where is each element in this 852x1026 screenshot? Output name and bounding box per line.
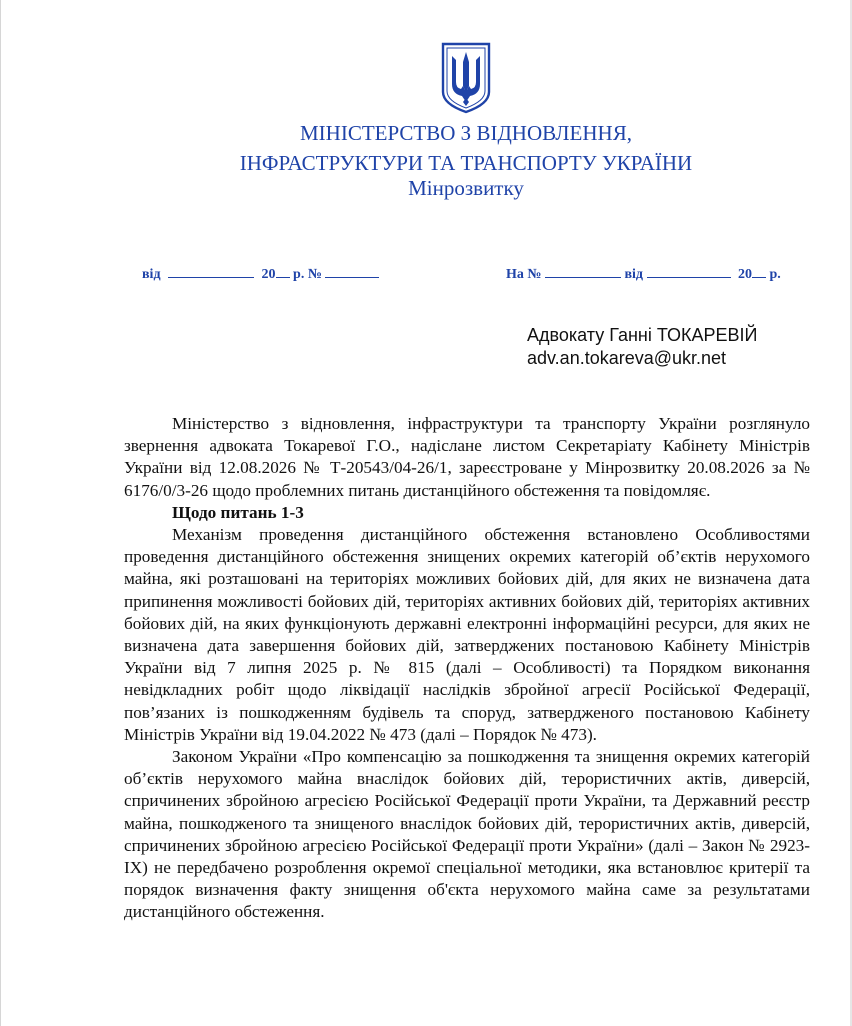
intro-paragraph: Міністерство з відновлення, інфраструктури та транспорту України розглянуло звернення адвоката Токаревої Г.О., надіслане листом Секретаріату Кабінету Міністрів України від 12.08.2026 № Т-20543/04-26/1, зареєстроване у Мінрозвитку 20.08.2026 за № 6176/0/3-26 щодо проблемних питань дистанційного обстеження та повідомляє. — [124, 414, 810, 500]
ministry-name-line1: МІНІСТЕРСТВО З ВІДНОВЛЕННЯ, — [300, 121, 632, 145]
addressee-email: adv.an.tokareva@ukr.net — [527, 348, 727, 368]
reply-year-blank — [752, 263, 766, 278]
outgoing-registration — [142, 263, 379, 283]
reply-number-label: На № — [506, 267, 542, 282]
body-paragraph-2: Законом України «Про компенсацію за пошкодження та знищення окремих категорій об’єктів нерухомого майна внаслідок бойових дій, терористичних актів, диверсій, спричинених збройною агресією Російської Федерації проти України, та Державний реєстр майна, пошкодженого та знищеного внаслідок бойових дій, терористичних актів, диверсій, спричинених збройною агресією Російської Федерації проти України» (далі – Закон № 2923-IX) не передбачено розроблення окремої спеціальної методики, яка встановлює критерії та порядок визначення факту знищення об'єкта нерухомого майна саме за результатами дистанційного обстеження. — [124, 747, 810, 922]
reply-year-suffix: р. — [769, 267, 781, 282]
addressee-name: Адвокату Ганні ТОКАРЕВІЙ — [527, 325, 758, 345]
body-paragraph-1: Механізм проведення дистанційного обстеження встановлено Особливостями проведення дистанційного обстеження знищених окремих категорій об’єктів нерухомого майна, які розташовані на територіях можливих бойових дій, для яких не визначена дата припинення можливості бойових дій, територіях активних бойових дій, територіях активних бойових дій, на яких функціонують державні електронні інформаційні ресурси, для яких не визначена дата завершення бойових дій, затверджених постановою Кабінету Міністрів України від 7 липня 2025 р. № 815 (далі – Особливості) та Порядком виконання невідкладних робіт щодо ліквідації наслідків збройної агресії Російської Федерації, пов’язаних із пошкодженням будівель та споруд, затвердженого постановою Кабінету Міністрів України від 19.04.2022 № 473 (далі – Порядок № 473). — [124, 525, 810, 744]
number-label: № — [307, 267, 322, 282]
year-suffix: р. — [293, 267, 305, 282]
year-blank — [276, 263, 290, 278]
addressee-block — [527, 324, 757, 370]
number-blank — [325, 263, 379, 278]
reply-from-label: від — [624, 267, 644, 282]
from-label: від — [142, 267, 161, 282]
coat-of-arms-trident-icon — [440, 42, 492, 114]
section-heading: Щодо питань 1-3 — [172, 502, 304, 522]
ministry-name-line2: ІНФРАСТРУКТУРИ ТА ТРАНСПОРТУ УКРАЇНИ — [239, 151, 693, 175]
letter-body — [124, 413, 810, 924]
incoming-reference — [506, 263, 781, 283]
reply-number-blank — [545, 263, 621, 278]
reply-date-blank — [647, 263, 731, 278]
ministry-short-name: Мінрозвитку — [408, 176, 524, 200]
reply-year-prefix: 20 — [738, 267, 753, 282]
year-prefix: 20 — [261, 267, 276, 282]
date-blank — [168, 263, 254, 278]
